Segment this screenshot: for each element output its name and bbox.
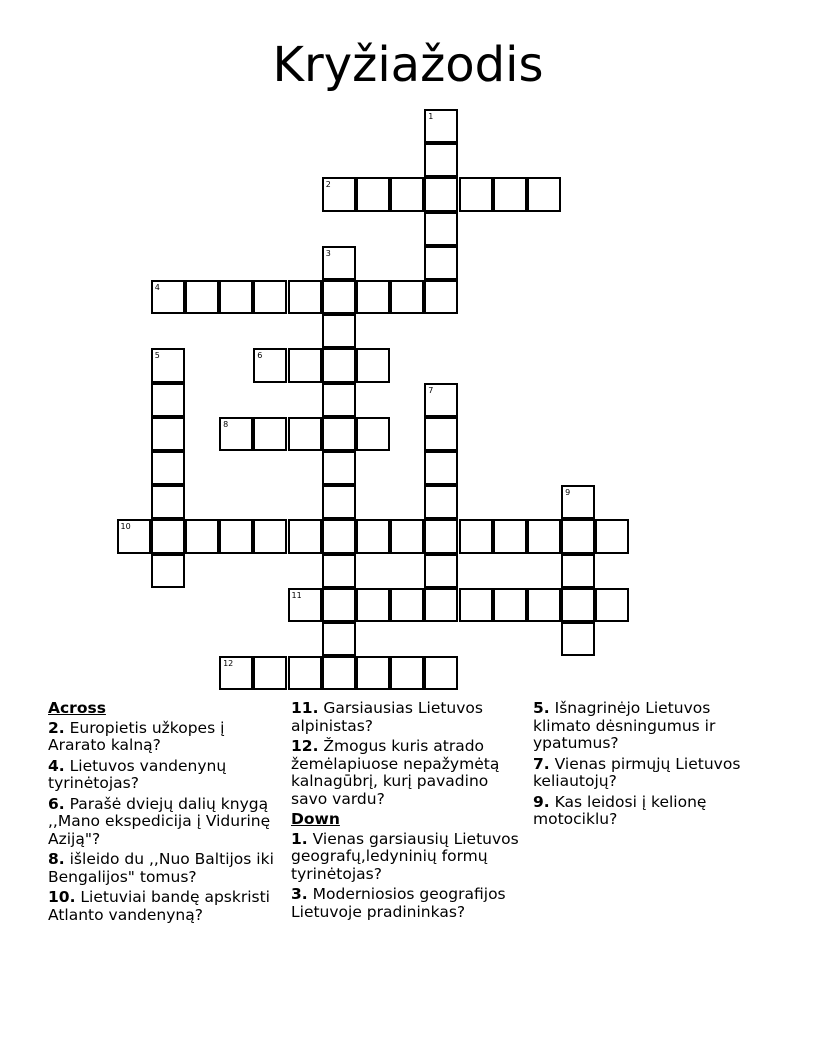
grid-cell[interactable] xyxy=(527,588,561,622)
grid-cell[interactable] xyxy=(561,554,595,588)
grid-cell[interactable] xyxy=(322,348,356,382)
cell-number: 4 xyxy=(154,283,160,292)
grid-cell[interactable] xyxy=(390,519,424,553)
grid-cell[interactable] xyxy=(424,246,458,280)
grid-cell[interactable] xyxy=(322,588,356,622)
grid-cell[interactable] xyxy=(322,314,356,348)
grid-cell[interactable] xyxy=(424,212,458,246)
cell-number: 3 xyxy=(325,248,331,258)
grid-cell[interactable] xyxy=(322,554,356,588)
clue-across-6: 6. Parašė dviejų dalių knygą ,,Mano ekspedicija į Vidurinę Aziją"? xyxy=(48,794,271,848)
grid-cell[interactable] xyxy=(219,417,253,451)
grid-cell[interactable] xyxy=(390,280,424,314)
grid-cell[interactable] xyxy=(424,451,458,485)
clues-column-1 xyxy=(48,700,283,927)
grid-cell[interactable] xyxy=(322,451,356,485)
cell-number: 9 xyxy=(565,488,571,498)
grid-cell[interactable] xyxy=(561,519,595,553)
clues-column-2 xyxy=(291,700,527,924)
cell-number: 12 xyxy=(223,659,234,669)
grid-cell[interactable] xyxy=(322,417,356,451)
grid-cell[interactable] xyxy=(424,656,458,690)
grid-cell[interactable] xyxy=(356,417,390,451)
grid-cell[interactable] xyxy=(424,554,458,588)
grid-cell[interactable] xyxy=(390,177,424,211)
grid-cell[interactable] xyxy=(322,519,356,553)
grid-cell[interactable] xyxy=(322,280,356,314)
grid-cell[interactable] xyxy=(322,656,356,690)
grid-cell[interactable] xyxy=(424,143,458,177)
grid-cell[interactable] xyxy=(117,519,151,553)
grid-cell[interactable] xyxy=(253,656,287,690)
clue-down-5: 5. Išnagrinėjo Lietuvos klimato dėsningumus ir ypatumus? xyxy=(533,699,716,752)
grid-cell[interactable] xyxy=(253,417,287,451)
clue-down-3: 3. Moderniosios geografijos Lietuvoje pradininkas? xyxy=(291,885,506,921)
grid-cell[interactable] xyxy=(390,656,424,690)
grid-cell[interactable] xyxy=(459,519,493,553)
cell-number: 7 xyxy=(428,385,434,395)
grid-cell[interactable] xyxy=(459,588,493,622)
down-heading: Down xyxy=(291,810,340,828)
grid-cell[interactable] xyxy=(424,588,458,622)
grid-cell[interactable] xyxy=(595,519,629,553)
grid-cell[interactable] xyxy=(219,519,253,553)
grid-cell[interactable] xyxy=(253,280,287,314)
grid-cell[interactable] xyxy=(424,109,458,143)
grid-cell[interactable] xyxy=(288,519,322,553)
cell-number: 10 xyxy=(120,522,131,532)
clue-down-9: 9. Kas leidosi į kelionę motociklu? xyxy=(533,792,707,828)
grid-cell[interactable] xyxy=(356,280,390,314)
grid-cell[interactable] xyxy=(288,588,322,622)
grid-cell[interactable] xyxy=(424,383,458,417)
grid-cell[interactable] xyxy=(493,177,527,211)
grid-cell[interactable] xyxy=(322,383,356,417)
grid-cell[interactable] xyxy=(185,519,219,553)
grid-cell[interactable] xyxy=(424,519,458,553)
clue-across-10: 10. Lietuviai bandę apskristi Atlanto vandenyną? xyxy=(48,888,270,924)
grid-cell[interactable] xyxy=(151,519,185,553)
grid-cell[interactable] xyxy=(561,485,595,519)
grid-cell[interactable] xyxy=(219,656,253,690)
clue-down-7: 7. Vienas pirmųjų Lietuvos keliautojų? xyxy=(533,754,741,790)
cell-number: 2 xyxy=(325,180,331,190)
grid-cell[interactable] xyxy=(322,246,356,280)
grid-cell[interactable] xyxy=(151,383,185,417)
clue-down-1: 1. Vienas garsiausių Lietuvos geografų,ledyninių formų tyrinėtojas? xyxy=(291,829,519,883)
grid-cell[interactable] xyxy=(527,519,561,553)
grid-cell[interactable] xyxy=(356,656,390,690)
grid-cell[interactable] xyxy=(185,280,219,314)
grid-cell[interactable] xyxy=(151,554,185,588)
grid-cell[interactable] xyxy=(151,348,185,382)
clues-column-3 xyxy=(533,700,763,832)
grid-cell[interactable] xyxy=(253,519,287,553)
cell-number: 1 xyxy=(428,112,434,121)
grid-cell[interactable] xyxy=(151,451,185,485)
grid-cell[interactable] xyxy=(493,588,527,622)
grid-cell[interactable] xyxy=(288,417,322,451)
grid-cell[interactable] xyxy=(424,177,458,211)
grid-cell[interactable] xyxy=(459,177,493,211)
grid-cell[interactable] xyxy=(424,280,458,314)
cell-number: 6 xyxy=(257,351,263,361)
grid-cell[interactable] xyxy=(288,280,322,314)
grid-cell[interactable] xyxy=(595,588,629,622)
across-heading: Across xyxy=(48,699,106,717)
grid-cell[interactable] xyxy=(356,519,390,553)
grid-cell[interactable] xyxy=(288,348,322,382)
page-title: Kryžiažodis xyxy=(272,37,544,93)
grid-cell[interactable] xyxy=(527,177,561,211)
clue-across-12: 12. Žmogus kuris atrado žemėlapiuose nepažymėtą kalnagūbrį, kurį pavadino savo vardu? xyxy=(291,737,500,808)
grid-cell[interactable] xyxy=(561,622,595,656)
grid-cell[interactable] xyxy=(322,485,356,519)
grid-cell[interactable] xyxy=(390,588,424,622)
grid-cell[interactable] xyxy=(424,417,458,451)
clue-across-4: 4. Lietuvos vandenynų tyrinėtojas? xyxy=(48,756,227,792)
cell-number: 5 xyxy=(154,351,160,361)
grid-cell[interactable] xyxy=(561,588,595,622)
cell-number: 11 xyxy=(291,590,302,600)
grid-cell[interactable] xyxy=(288,656,322,690)
grid-cell[interactable] xyxy=(424,485,458,519)
grid-cell[interactable] xyxy=(322,177,356,211)
grid-cell[interactable] xyxy=(219,280,253,314)
clue-across-8: 8. išleido du ,,Nuo Baltijos iki Bengalijos" tomus? xyxy=(48,850,274,886)
clue-across-2: 2. Europietis užkopes į Ararato kalną? xyxy=(48,718,225,754)
grid-cell[interactable] xyxy=(151,280,185,314)
grid-cell[interactable] xyxy=(253,348,287,382)
grid-cell[interactable] xyxy=(493,519,527,553)
grid-cell[interactable] xyxy=(322,622,356,656)
grid-cell[interactable] xyxy=(356,177,390,211)
grid-cell[interactable] xyxy=(151,417,185,451)
grid-cell[interactable] xyxy=(151,485,185,519)
grid-cell[interactable] xyxy=(356,588,390,622)
clue-across-11: 11. Garsiausias Lietuvos alpinistas? xyxy=(291,699,483,735)
cell-number: 8 xyxy=(223,419,229,429)
grid-cell[interactable] xyxy=(356,348,390,382)
